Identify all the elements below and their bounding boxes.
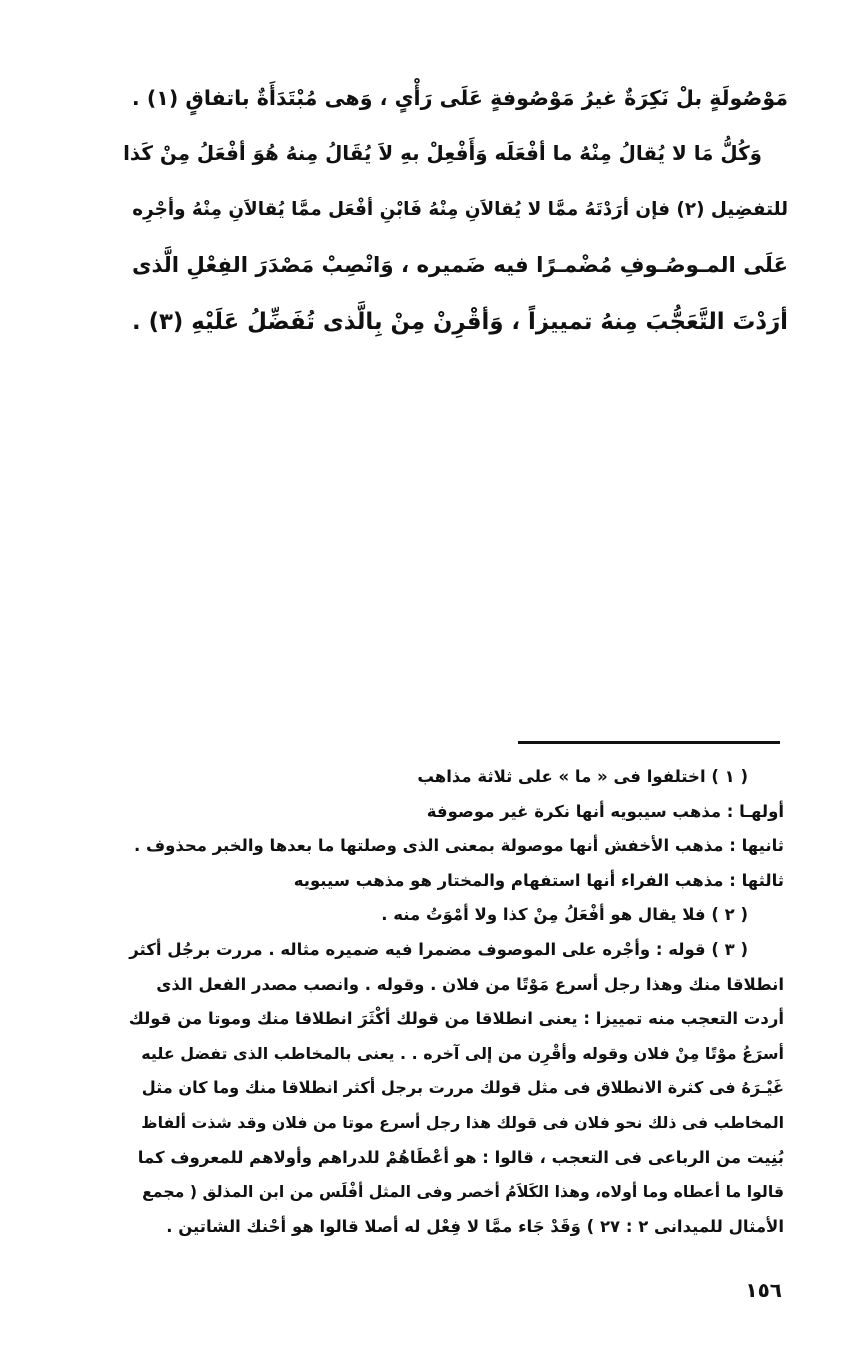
main-text-line: أرَدْتَ التَّعَجُّبَ مِنهُ تمييزاً ، وَأقْرِنْ مِنْ بِالَّذى تُفَضِّلُ عَلَيْهِ (٣) .: [132, 309, 788, 335]
footnote-divider: [518, 741, 780, 744]
footnote-line: ( ١ ) اختلفوا فى « ما » على ثلاثة مذاهب: [417, 767, 748, 786]
footnote-line: أردت التعجب منه تمييزا : يعنى انطلاقا من قولك أكْثَرَ انطلاقا منك وموتا من قولك: [128, 1009, 784, 1029]
footnote-line: ( ٣ ) قوله : وأجْره على الموصوف مضمرا فيه ضميره مثاله . مررت برجُل أكثر: [129, 939, 748, 959]
page-number: ١٥٦: [745, 1278, 782, 1302]
footnote-line: أولهـا : مذهب سيبويه أنها نكرة غير موصوفة: [426, 801, 784, 821]
main-text-line: للتفضِيل (٢) فإن أرَدْتَهُ ممَّا لا يُقالاَنِ مِنْهُ فَابْنِ أفْعَل ممَّا يُقالاَنِ مِنْهُ وأجْرِه: [132, 199, 788, 220]
footnote-line: أسرَعُ موْتًا مِنْ فلان وقوله وأقْرِن من إلى آخره . . يعنى بالمخاطب الذى تفضل عليه: [141, 1043, 784, 1063]
footnote-line: بُنِيت من الرباعى فى التعجب ، قالوا : هو أعْطَاهُمْ للدراهم وأولاهم للمعروف كما: [137, 1147, 784, 1167]
footnote-line: قالوا ما أعطاه وما أولاه، وهذا الكَلاَمُ أخصر وفى المثل أفْلَس من ابن المذلق ( مجمع: [142, 1182, 784, 1202]
footnote-line: ثانيها : مذهب الأخفش أنها موصولة بمعنى الذى وصلتها ما بعدها والخبر محذوف .: [133, 836, 784, 856]
main-text: [118, 70, 788, 350]
footnote-line: المخاطب فى ذلك نحو فلان فى قولك هذا رجل أسرع موتا من فلان وقد شذت ألفاظ: [141, 1112, 784, 1132]
main-text-line: وَكُلُّ مَا لا يُقالُ مِنْهُ ما أفْعَلَه وَأَفْعِلْ بهِ لاَ يُقَالُ مِنهُ هُوَ أفْعَلُ مِنْ كَذا: [123, 142, 762, 165]
footnote-line: الأمثال للميدانى ٢ : ٢٧ ) وَقَدْ جَاء ممَّا لا فِعْل له أصلا قالوا هو أحْنك الشاتين .: [166, 1216, 784, 1236]
footnote-line: ( ٢ ) فلا يقال هو أفْعَلُ مِنْ كذا ولا أمْوَتُ منه .: [381, 905, 748, 925]
footnote-line: ثالثها : مذهب الفراء أنها استفهام والمختار هو مذهب سيبويه: [293, 870, 784, 890]
main-text-line: عَلَى المـوصُـوفِ مُضْمـرًا فيه ضَميره ، وَانْصِبْ مَصْدَرَ الفِعْلِ الَّذى: [131, 253, 788, 278]
main-text-line: مَوْصُولَةٍ بلْ نَكِرَةٌ غيرُ مَوْصُوفةٍ عَلَى رَأْىٍ ، وَهى مُبْتَدَأَةٌ باتفاقٍ (١) .: [131, 86, 788, 110]
footnote-line: غَيْـرَهُ فى كثرة الانطلاق فى مثل قولك مررت برجل أكثر انطلاقا منك وما كان مثل: [141, 1078, 784, 1098]
footnotes: [128, 760, 784, 1244]
footnote-line: انطلاقا منك وهذا رجل أسرع مَوْتًا من فلان . وقوله . وانصب مصدر الفعل الذى: [156, 974, 784, 994]
